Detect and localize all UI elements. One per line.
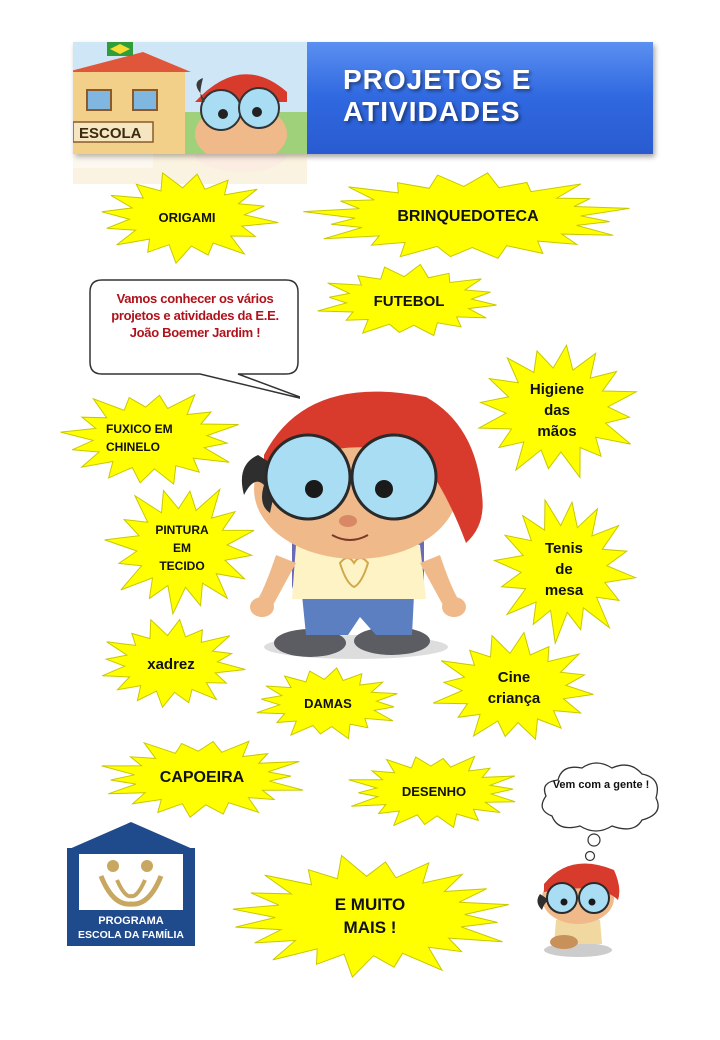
burst-label-desenho: DESENHO [401,783,467,799]
school-sign-text: ESCOLA [79,125,142,142]
burst-label-higiene: Higiene das mãos [529,380,585,440]
burst-capoeira [96,736,308,820]
speech-bubble-text: Vamos conhecer os vários projetos e atividades da E.E. João Boemer Jardim ! [111,291,279,340]
thought-bubble-text: Vem com a gente ! [552,779,650,791]
logo-line-2: ESCOLA DA FAMÍLIA [78,929,184,941]
programa-escola-da-familia-logo [67,820,195,946]
burst-higiene [472,340,642,480]
cartoon-boy-illustration [236,385,488,665]
burst-label-futebol: FUTEBOL [373,292,445,310]
burst-brinquedoteca [302,172,634,262]
small-cartoon-boy-illustration [530,858,626,958]
burst-label-capoeira: CAPOEIRA [159,769,245,786]
burst-origami [94,170,280,264]
burst-fuxico [58,388,242,488]
burst-label-fuxico: FUXICO EM CHINELO [106,422,173,454]
burst-label-mais: E MUITO MAIS ! [334,895,406,937]
burst-label-origami: ORIGAMI [158,209,216,225]
burst-xadrez [96,618,246,710]
burst-label-tenis: Tenis de mesa [544,539,584,599]
burst-label-pintura: PINTURA EM TECIDO [155,523,209,573]
page-title: PROJETOS E ATIVIDADES [343,64,532,127]
burst-tenis [490,494,638,644]
school-illustration [73,42,307,154]
header-banner [73,42,653,154]
burst-desenho [344,752,524,830]
burst-futebol [314,264,504,338]
burst-label-xadrez: xadrez [147,655,195,673]
burst-damas [252,666,404,740]
burst-mais [222,854,518,978]
burst-label-cine: Cine criança [487,669,541,707]
burst-label-brinquedoteca: BRINQUEDOTECA [397,208,539,225]
logo-line-1: PROGRAMA [98,915,164,927]
burst-label-damas: DAMAS [304,695,352,711]
